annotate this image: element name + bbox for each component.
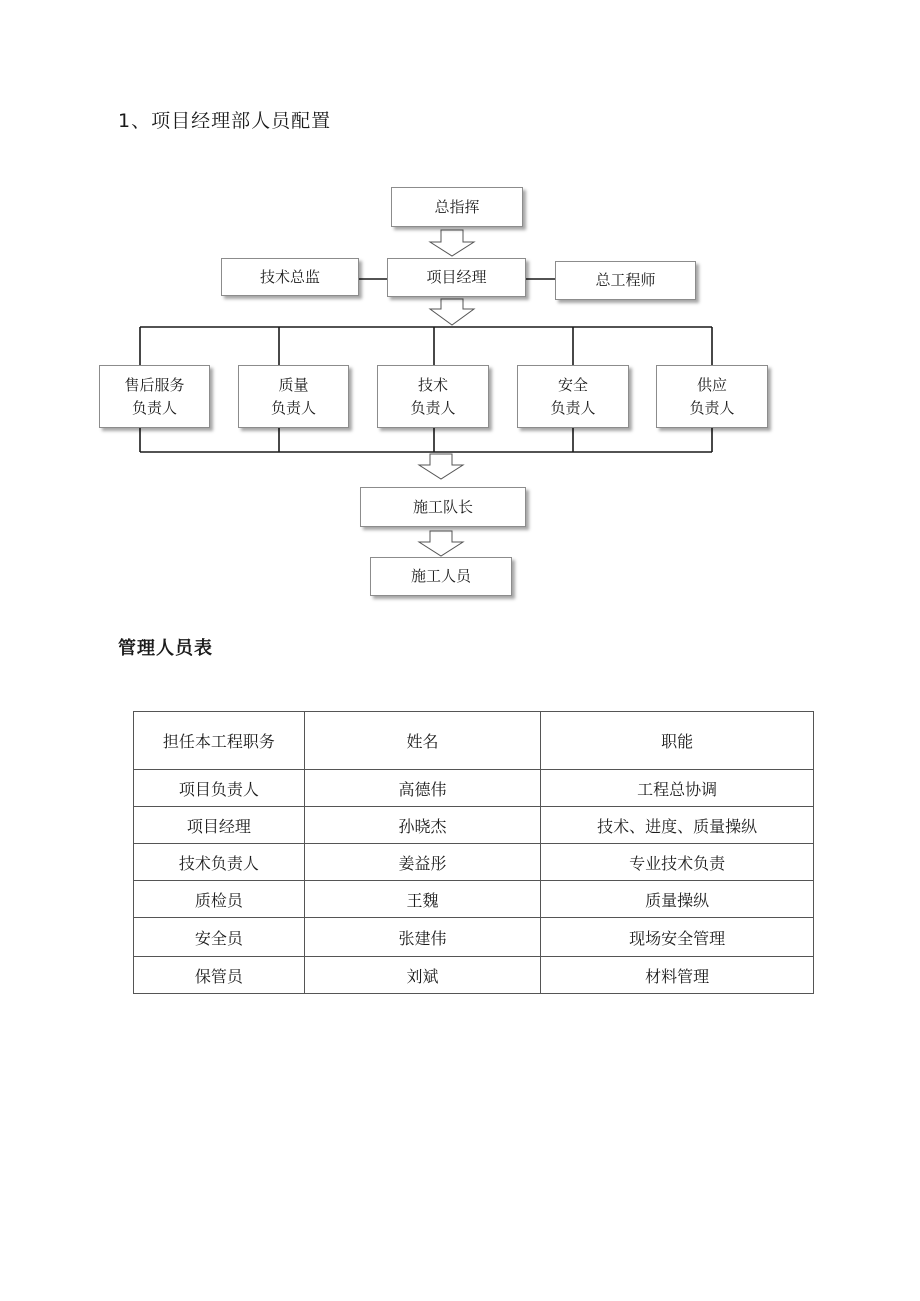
table-row xyxy=(134,770,814,807)
cell-name: 张建伟 xyxy=(304,918,541,957)
down-arrow-icon xyxy=(430,299,474,325)
node-safety-lead xyxy=(517,365,629,428)
table-row xyxy=(134,918,814,957)
staff-table xyxy=(133,711,814,994)
table-row xyxy=(134,844,814,881)
cell-name: 姜益彤 xyxy=(304,844,541,881)
cell-role: 质检员 xyxy=(134,881,305,918)
page-heading: 1、项目经理部人员配置 xyxy=(118,110,332,132)
cell-role: 技术负责人 xyxy=(134,844,305,881)
node-workers: 施工人员 xyxy=(370,557,512,596)
node-project-manager: 项目经理 xyxy=(387,258,526,297)
cell-function: 技术、进度、质量操纵 xyxy=(541,807,814,844)
cell-role: 项目负责人 xyxy=(134,770,305,807)
table-header-row xyxy=(134,712,814,770)
node-label-line2: 负责人 xyxy=(131,398,177,417)
down-arrow-icon xyxy=(419,531,463,556)
table-row xyxy=(134,881,814,918)
node-commander: 总指挥 xyxy=(391,187,523,227)
node-chief-engineer: 总工程师 xyxy=(555,261,696,300)
org-chart xyxy=(0,0,920,620)
cell-name: 孙晓杰 xyxy=(304,807,541,844)
node-label-line1: 供应 xyxy=(696,375,727,394)
cell-role: 保管员 xyxy=(134,957,305,994)
cell-function: 材料管理 xyxy=(541,957,814,994)
table-title: 管理人员表 xyxy=(118,638,213,659)
node-label-line1: 技术 xyxy=(417,375,448,394)
node-label-line1: 安全 xyxy=(557,375,588,394)
node-team-leader: 施工队长 xyxy=(360,487,526,527)
node-technical-director: 技术总监 xyxy=(221,258,359,296)
column-header-role: 担任本工程职务 xyxy=(134,712,305,770)
cell-role: 安全员 xyxy=(134,918,305,957)
cell-function: 工程总协调 xyxy=(541,770,814,807)
node-supply-lead xyxy=(656,365,768,428)
node-label-line2: 负责人 xyxy=(550,398,596,417)
down-arrow-icon xyxy=(430,230,474,256)
cell-name: 高德伟 xyxy=(304,770,541,807)
node-label-line2: 负责人 xyxy=(270,398,316,417)
node-label-line1: 质量 xyxy=(278,375,309,394)
org-chart-connectors xyxy=(0,0,920,620)
node-label-line2: 负责人 xyxy=(689,398,735,417)
node-technical-lead xyxy=(377,365,489,428)
cell-name: 刘斌 xyxy=(304,957,541,994)
node-quality-lead xyxy=(238,365,349,428)
cell-function: 现场安全管理 xyxy=(541,918,814,957)
table-row xyxy=(134,807,814,844)
cell-name: 王魏 xyxy=(304,881,541,918)
column-header-function: 职能 xyxy=(541,712,814,770)
cell-role: 项目经理 xyxy=(134,807,305,844)
cell-function: 质量操纵 xyxy=(541,881,814,918)
node-label-line2: 负责人 xyxy=(410,398,456,417)
table-row xyxy=(134,957,814,994)
down-arrow-icon xyxy=(419,454,463,479)
cell-function: 专业技术负责 xyxy=(541,844,814,881)
column-header-name: 姓名 xyxy=(304,712,541,770)
node-after-sales-lead xyxy=(99,365,210,428)
node-label-line1: 售后服务 xyxy=(124,375,185,394)
